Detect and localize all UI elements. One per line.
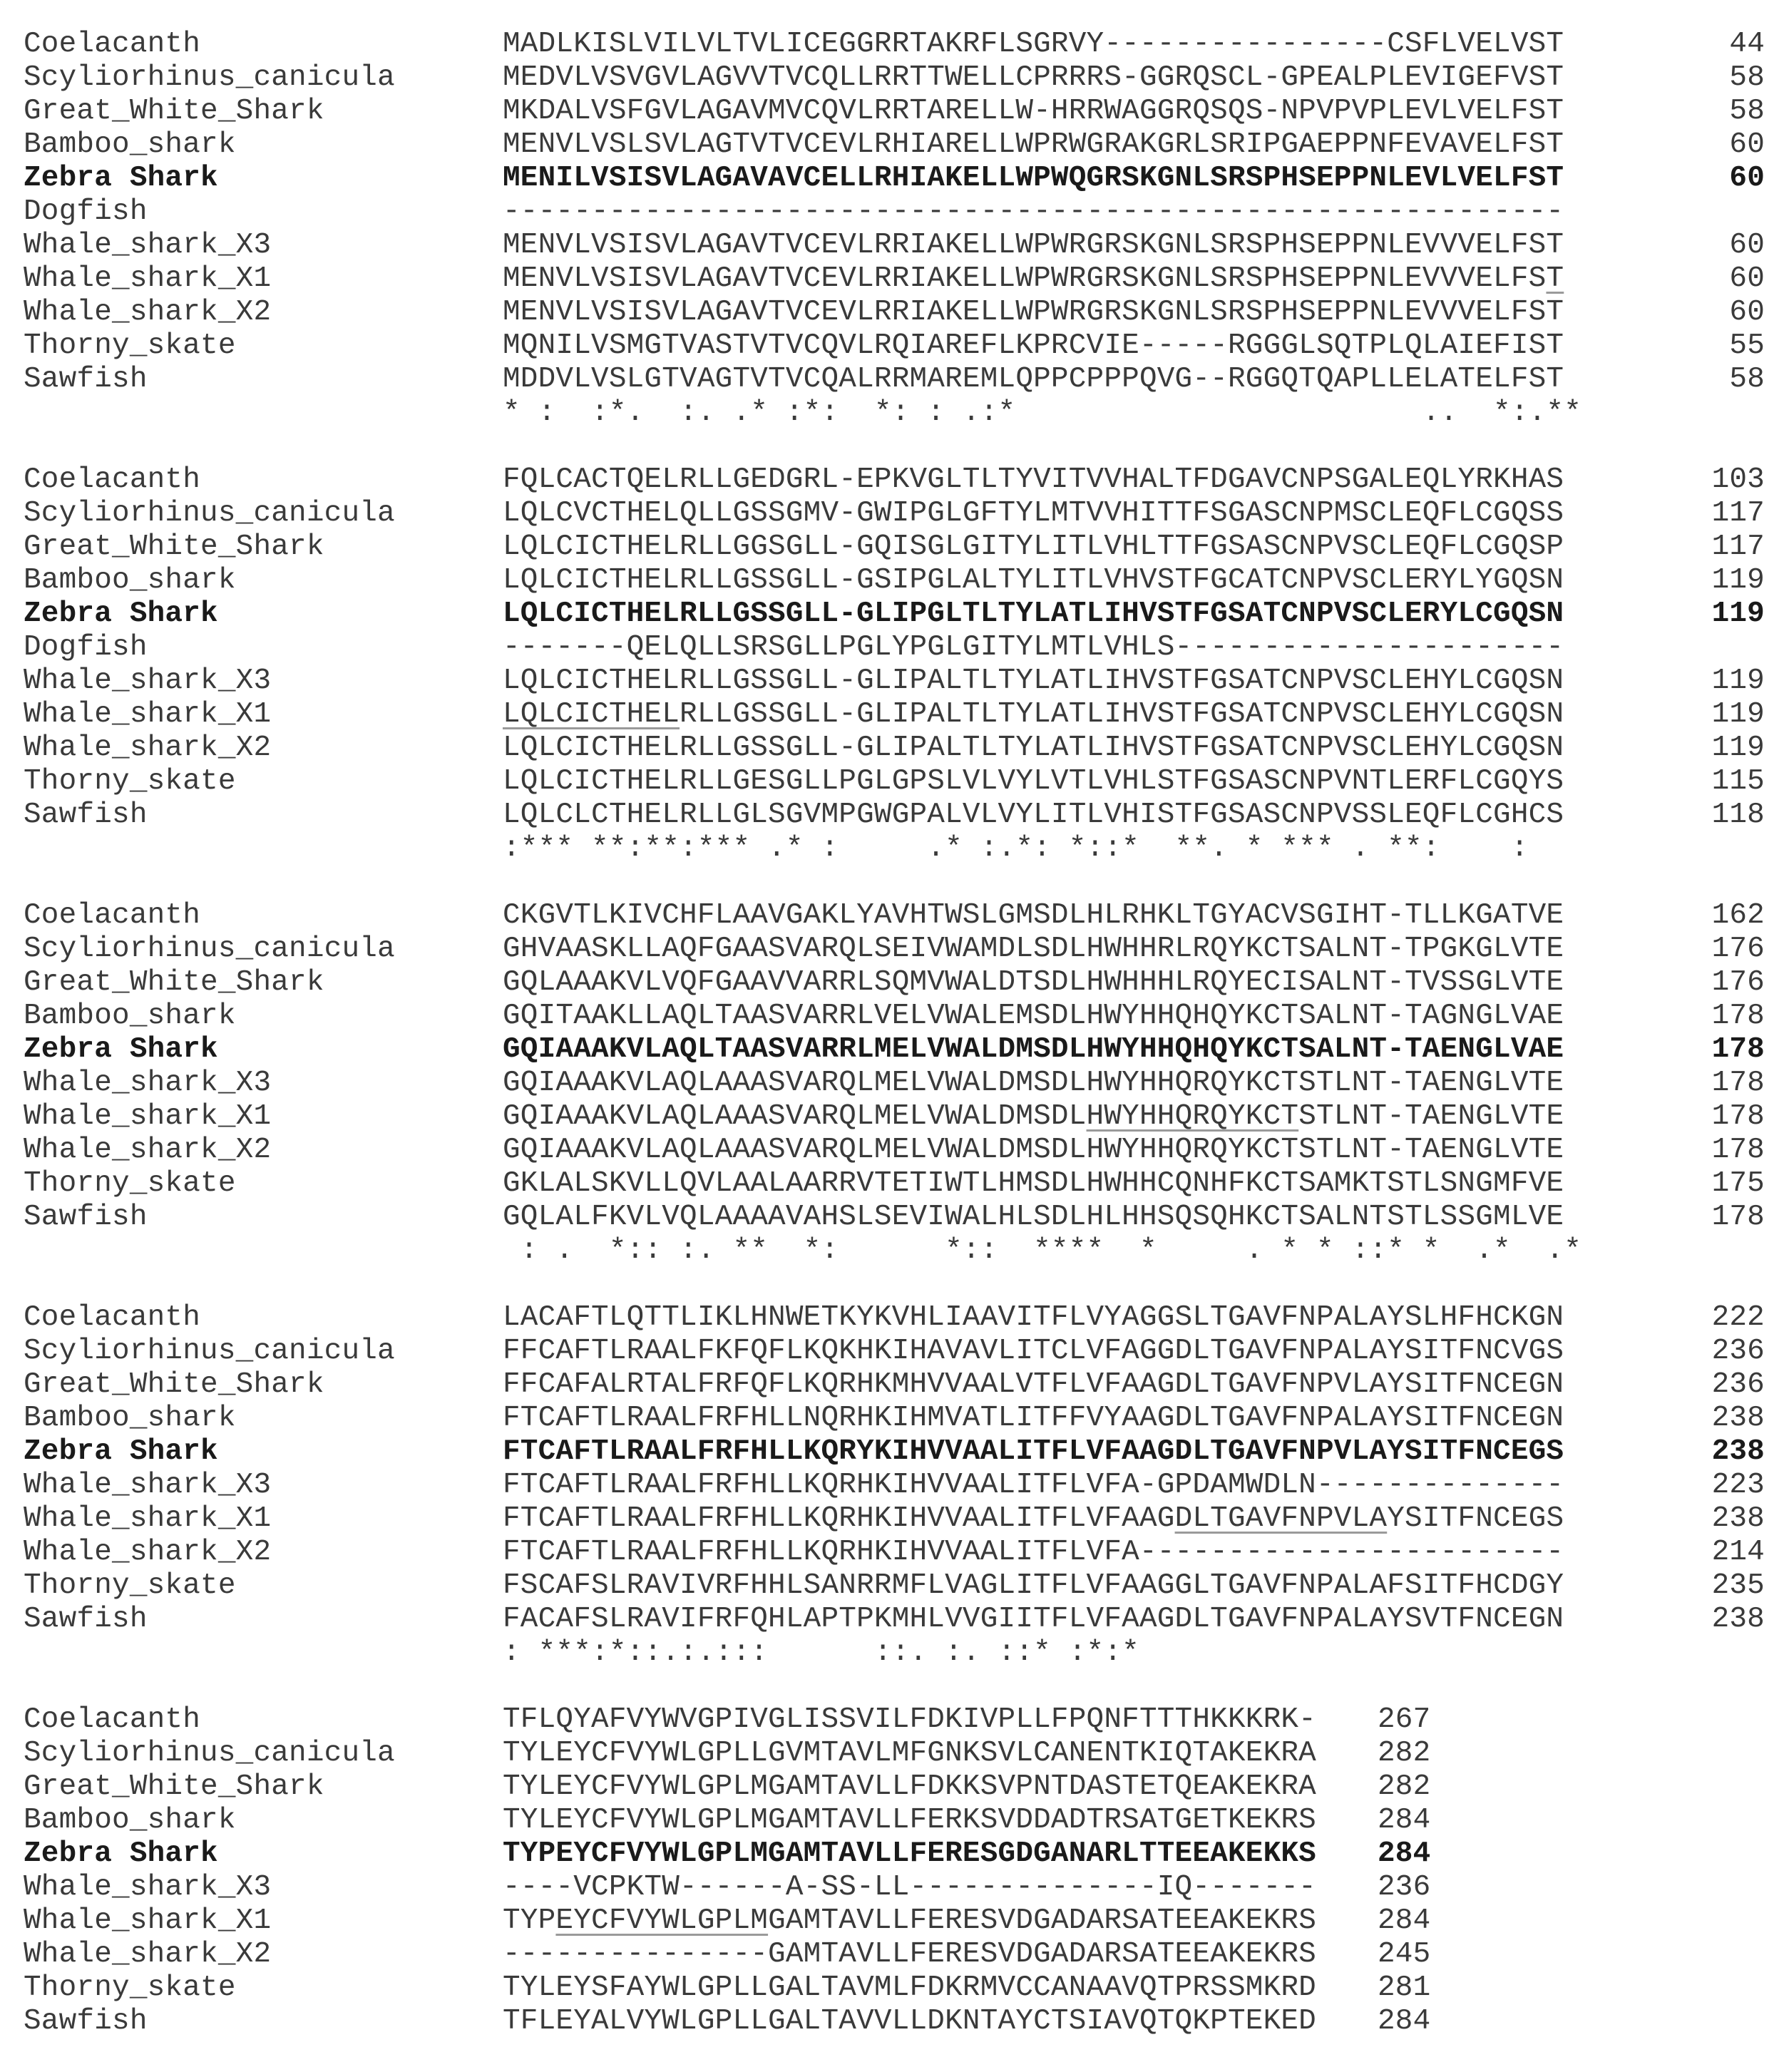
sequence-row xyxy=(0,1804,1784,1837)
sequence-row xyxy=(0,564,1784,598)
species-name: Zebra Shark xyxy=(24,162,218,195)
sequence-row xyxy=(0,1938,1784,1971)
sequence-row xyxy=(0,732,1784,765)
consensus-symbols: * : :*. :. .* :*: *: : .:* .. *:.** xyxy=(503,396,1582,429)
sequence-row xyxy=(0,162,1784,195)
sequence: TYPEYCFVYWLGPLMGAMTAVLLFERESGDGANARLTTEEAKEKKS xyxy=(503,1837,1316,1870)
species-name: Thorny_skate xyxy=(24,1971,236,2004)
species-name: Sawfish xyxy=(24,1603,148,1636)
residue-count: 119 xyxy=(1711,698,1765,731)
species-name: Zebra Shark xyxy=(24,1837,218,1870)
residue-count: 284 xyxy=(1378,1804,1431,1837)
species-name: Whale_shark_X3 xyxy=(24,229,272,262)
sequence: MENILVSISVLAGAVAVCELLRHIAKELLWPWQGRSKGNLSRSPHSEPPNLEVLVELFST xyxy=(503,162,1564,195)
sequence-row xyxy=(0,698,1784,732)
species-name: Sawfish xyxy=(24,799,148,831)
sequence-row xyxy=(0,95,1784,128)
sequence: GQITAAKLLAQLTAASVARRLVELVWALEMSDLHWYHHQHQYKCTSALNT-TAGNGLVAE xyxy=(503,1000,1564,1032)
sequence-alignment xyxy=(0,28,1784,2072)
sequence-row xyxy=(0,1335,1784,1368)
species-name: Whale_shark_X2 xyxy=(24,1536,272,1569)
sequence: MKDALVSFGVLAGAVMVCQVLRRTARELLW-HRRWAGGRQSQS-NPVPVPLEVLVELFST xyxy=(503,95,1564,128)
sequence-row xyxy=(0,229,1784,262)
sequence-row xyxy=(0,665,1784,698)
sequence: LQLCVCTHELQLLGSSGMV-GWIPGLGFTYLMTVVHITTFSGASCNPMSCLEQFLCGQSS xyxy=(503,497,1564,530)
species-name: Whale_shark_X1 xyxy=(24,1100,272,1133)
sequence: TYLEYCFVYWLGPLLGVMTAVLMFGNKSVLCANENTKIQTAKEKRA xyxy=(503,1737,1316,1770)
residue-count: 117 xyxy=(1711,530,1765,563)
residue-count: 60 xyxy=(1729,296,1765,329)
residue-count: 214 xyxy=(1711,1536,1765,1569)
sequence: LQLCICTHELRLLGGSGLL-GQISGLGITYLITLVHLTTFGSASCNPVSCLEQFLCGQSP xyxy=(503,530,1564,563)
residue-count: 245 xyxy=(1378,1938,1431,1971)
sequence-row xyxy=(0,363,1784,396)
species-name: Coelacanth xyxy=(24,1703,201,1736)
sequence-row xyxy=(0,631,1784,665)
sequence-segment: MENVLVSISVLAGAVTVCEVLRRIAKELLWPWRGRSKGNLSRSPHSEPPNLEVVVELFS xyxy=(503,262,1547,295)
sequence: ---------------GAMTAVLLFERESVDGADARSATEEAKEKRS xyxy=(503,1938,1316,1971)
residue-count: 282 xyxy=(1378,1737,1431,1770)
species-name: Whale_shark_X3 xyxy=(24,1469,272,1502)
sequence: GQIAAAKVLAQLAAASVARQLMELVWALDMSDLHWYHHQRQYKCTSTLNT-TAENGLVTE xyxy=(503,1067,1564,1099)
sequence: GQLAAAKVLVQFGAAVVARRLSQMVWALDTSDLHWHHHLRQYECISALNT-TVSSGLVTE xyxy=(503,966,1564,999)
sequence: MENVLVSISVLAGAVTVCEVLRRIAKELLWPWRGRSKGNLSRSPHSEPPNLEVVVELFST xyxy=(503,229,1564,262)
residue-count: 115 xyxy=(1711,765,1765,798)
species-name: Thorny_skate xyxy=(24,1569,236,1602)
sequence: GQIAAAKVLAQLTAASVARRLMELVWALDMSDLHWYHHQHQYKCTSALNT-TAENGLVAE xyxy=(503,1033,1564,1066)
species-name: Bamboo_shark xyxy=(24,1402,236,1435)
consensus-symbols: :*** **:**:*** .* : .* :.*: *::* **. * *** . **: : xyxy=(503,832,1564,865)
sequence-segment: GQIAAAKVLAQLAAASVARQLMELVWALDMSDL xyxy=(503,1100,1087,1133)
sequence: GKLALSKVLLQVLAALAARRVTETIWTLHMSDLHWHHCQNHFKCTSAMKTSTLSNGMFVE xyxy=(503,1167,1564,1200)
sequence: GHVAASKLLAQFGAASVARQLSEIVWAMDLSDLHWHHRLRQYKCTSALNT-TPGKGLVTE xyxy=(503,933,1564,965)
sequence-row xyxy=(0,1871,1784,1904)
sequence-row xyxy=(0,1301,1784,1335)
species-name: Whale_shark_X2 xyxy=(24,1134,272,1166)
residue-count: 222 xyxy=(1711,1301,1765,1334)
species-name: Coelacanth xyxy=(24,899,201,932)
species-name: Whale_shark_X1 xyxy=(24,262,272,295)
sequence: FTCAFTLRAALFRFHLLKQRHKIHVVAALITFLVFA------------------------ xyxy=(503,1536,1564,1569)
sequence-row xyxy=(0,1837,1784,1871)
sequence-row xyxy=(0,1134,1784,1167)
sequence xyxy=(503,262,1564,296)
sequence xyxy=(503,698,1564,732)
sequence-segment: GAMTAVLLFERESVDGADARSATEEAKEKRS xyxy=(768,1904,1317,1937)
species-name: Whale_shark_X2 xyxy=(24,1938,272,1971)
sequence-segment: TYP xyxy=(503,1904,556,1937)
sequence-row xyxy=(0,966,1784,1000)
residue-count: 119 xyxy=(1711,665,1765,697)
sequence-row xyxy=(0,1469,1784,1502)
residue-count: 55 xyxy=(1729,329,1765,362)
species-name: Dogfish xyxy=(24,195,148,228)
sequence-row xyxy=(0,530,1784,564)
sequence: LQLCICTHELRLLGSSGLL-GLIPALTLTYLATLIHVSTFGSATCNPVSCLEHYLCGQSN xyxy=(503,665,1564,697)
sequence-row xyxy=(0,1703,1784,1737)
residue-count: 60 xyxy=(1729,162,1765,195)
underlined-motif: T xyxy=(1546,262,1564,295)
sequence-row xyxy=(0,1603,1784,1636)
sequence-segment: RLLGSSGLL-GLIPALTLTYLATLIHVSTFGSATCNPVSCLEHYLCGQSN xyxy=(680,698,1564,731)
residue-count: 235 xyxy=(1711,1569,1765,1602)
sequence-row xyxy=(0,799,1784,832)
residue-count: 236 xyxy=(1378,1871,1431,1904)
sequence-row xyxy=(0,2005,1784,2038)
alignment-block xyxy=(0,463,1784,866)
species-name: Whale_shark_X1 xyxy=(24,698,272,731)
underlined-motif: DLTGAVFNPVLA xyxy=(1174,1502,1388,1535)
sequence: FFCAFTLRAALFKFQFLKQKHKIHAVAVLITCLVFAGGDLTGAVFNPALAYSITFNCVGS xyxy=(503,1335,1564,1368)
species-name: Coelacanth xyxy=(24,463,201,496)
sequence-row xyxy=(0,765,1784,799)
sequence: TFLEYALVYWLGPLLGALTAVVLLDKNTAYCTSIAVQTQKPTEKED xyxy=(503,2005,1316,2038)
species-name: Scyliorhinus_canicula xyxy=(24,61,395,94)
sequence-row xyxy=(0,1737,1784,1770)
alignment-block xyxy=(0,1703,1784,2038)
sequence xyxy=(503,1100,1564,1134)
underlined-motif: HWYHHQRQYKCT xyxy=(1086,1100,1299,1133)
residue-count: 178 xyxy=(1711,1033,1765,1066)
sequence: LQLCICTHELRLLGSSGLL-GLIPALTLTYLATLIHVSTFGSATCNPVSCLEHYLCGQSN xyxy=(503,732,1564,764)
sequence: GQLALFKVLVQLAAAAVAHSLSEVIWALHLSDLHLHHSQSQHKCTSALNTSTLSSGMLVE xyxy=(503,1201,1564,1234)
sequence: FTCAFTLRAALFRFHLLKQRHKIHVVAALITFLVFA-GPDAMWDLN-------------- xyxy=(503,1469,1564,1502)
residue-count: 223 xyxy=(1711,1469,1765,1502)
residue-count: 176 xyxy=(1711,933,1765,965)
residue-count: 119 xyxy=(1711,598,1765,630)
sequence-segment: YSITFNCEGS xyxy=(1387,1502,1564,1535)
species-name: Bamboo_shark xyxy=(24,1000,236,1032)
sequence: LQLCICTHELRLLGSSGLL-GSIPGLALTYLITLVHVSTFGCATCNPVSCLERYLYGQSN xyxy=(503,564,1564,597)
sequence-row xyxy=(0,1167,1784,1201)
sequence: ------------------------------------------------------------ xyxy=(503,195,1564,228)
species-name: Scyliorhinus_canicula xyxy=(24,1335,395,1368)
species-name: Great_White_Shark xyxy=(24,95,324,128)
sequence-row xyxy=(0,262,1784,296)
species-name: Great_White_Shark xyxy=(24,1770,324,1803)
species-name: Great_White_Shark xyxy=(24,1368,324,1401)
residue-count: 162 xyxy=(1711,899,1765,932)
species-name: Thorny_skate xyxy=(24,765,236,798)
species-name: Bamboo_shark xyxy=(24,564,236,597)
species-name: Scyliorhinus_canicula xyxy=(24,933,395,965)
sequence-row xyxy=(0,1368,1784,1402)
species-name: Bamboo_shark xyxy=(24,128,236,161)
residue-count: 284 xyxy=(1378,1904,1431,1937)
residue-count: 178 xyxy=(1711,1000,1765,1032)
sequence-row xyxy=(0,128,1784,162)
sequence: TYLEYSFAYWLGPLLGALTAVMLFDKRMVCCANAAVQTPRSSMKRD xyxy=(503,1971,1316,2004)
residue-count: 178 xyxy=(1711,1067,1765,1099)
sequence-row xyxy=(0,463,1784,497)
species-name: Whale_shark_X3 xyxy=(24,1871,272,1904)
residue-count: 284 xyxy=(1378,1837,1431,1870)
sequence-segment: FTCAFTLRAALFRFHLLKQRHKIHVVAALITFLVFAAG xyxy=(503,1502,1175,1535)
residue-count: 103 xyxy=(1711,463,1765,496)
residue-count: 58 xyxy=(1729,363,1765,396)
species-name: Great_White_Shark xyxy=(24,530,324,563)
sequence-row xyxy=(0,1067,1784,1100)
sequence: TYLEYCFVYWLGPLMGAMTAVLLFERKSVDDADTRSATGETKEKRS xyxy=(503,1804,1316,1837)
consensus-symbols: : ***:*::.:.::: ::. :. ::* :*:* xyxy=(503,1636,1139,1669)
sequence-row xyxy=(0,899,1784,933)
residue-count: 281 xyxy=(1378,1971,1431,2004)
species-name: Dogfish xyxy=(24,631,148,664)
species-name: Scyliorhinus_canicula xyxy=(24,1737,395,1770)
consensus-row xyxy=(0,1636,1784,1670)
species-name: Whale_shark_X3 xyxy=(24,1067,272,1099)
species-name: Sawfish xyxy=(24,363,148,396)
sequence-row xyxy=(0,1770,1784,1804)
underlined-motif: EYCFVYWLGPLM xyxy=(555,1904,769,1937)
residue-count: 60 xyxy=(1729,262,1765,295)
sequence: FTCAFTLRAALFRFHLLKQRYKIHVVAALITFLVFAAGDLTGAVFNPVLAYSITFNCEGS xyxy=(503,1435,1564,1468)
residue-count: 175 xyxy=(1711,1167,1765,1200)
sequence-row xyxy=(0,28,1784,61)
sequence: MQNILVSMGTVASTVTVCQVLRQIAREFLKPRCVIE-----RGGGLSQTPLQLAIEFIST xyxy=(503,329,1564,362)
sequence: MADLKISLVILVLTVLICEGGRRTAKRFLSGRVY----------------CSFLVELVST xyxy=(503,28,1564,61)
underlined-motif: LQLCICTHEL xyxy=(503,698,680,731)
sequence: -------QELQLLSRSGLLPGLYPGLGITYLMTLVHLS---------------------- xyxy=(503,631,1564,664)
species-name: Sawfish xyxy=(24,2005,148,2038)
residue-count: 118 xyxy=(1711,799,1765,831)
species-name: Coelacanth xyxy=(24,1301,201,1334)
sequence-row xyxy=(0,497,1784,530)
sequence-row xyxy=(0,598,1784,631)
sequence: ----VCPKTW------A-SS-LL--------------IQ------- xyxy=(503,1871,1316,1904)
residue-count: 238 xyxy=(1711,1402,1765,1435)
sequence-row xyxy=(0,1904,1784,1938)
species-name: Zebra Shark xyxy=(24,1033,218,1066)
sequence-row xyxy=(0,1435,1784,1469)
sequence: LQLCICTHELRLLGSSGLL-GLIPGLTLTYLATLIHVSTFGSATCNPVSCLERYLCGQSN xyxy=(503,598,1564,630)
consensus-row xyxy=(0,1234,1784,1268)
sequence: CKGVTLKIVCHFLAAVGAKLYAVHTWSLGMSDLHLRHKLTGYACVSGIHT-TLLKGATVE xyxy=(503,899,1564,932)
alignment-block xyxy=(0,899,1784,1268)
species-name: Great_White_Shark xyxy=(24,966,324,999)
species-name: Whale_shark_X3 xyxy=(24,665,272,697)
species-name: Zebra Shark xyxy=(24,598,218,630)
sequence-row xyxy=(0,1100,1784,1134)
sequence-row xyxy=(0,296,1784,329)
consensus-row xyxy=(0,396,1784,430)
residue-count: 284 xyxy=(1378,2005,1431,2038)
sequence-row xyxy=(0,61,1784,95)
residue-count: 236 xyxy=(1711,1368,1765,1401)
residue-count: 178 xyxy=(1711,1134,1765,1166)
sequence-row xyxy=(0,933,1784,966)
sequence: FACAFSLRAVIFRFQHLAPTPKMHLVVGIITFLVFAAGDLTGAVFNPALAYSVTFNCEGN xyxy=(503,1603,1564,1636)
sequence: TYLEYCFVYWLGPLMGAMTAVLLFDKKSVPNTDASTETQEAKEKRA xyxy=(503,1770,1316,1803)
alignment-block xyxy=(0,28,1784,430)
species-name: Whale_shark_X2 xyxy=(24,296,272,329)
residue-count: 60 xyxy=(1729,229,1765,262)
sequence: LQLCICTHELRLLGESGLLPGLGPSLVLVYLVTLVHLSTFGSASCNPVNTLERFLCGQYS xyxy=(503,765,1564,798)
sequence: MEDVLVSVGVLAGVVTVCQLLRRTTWELLCPRRRS-GGRQSCL-GPEALPLEVIGEFVST xyxy=(503,61,1564,94)
residue-count: 44 xyxy=(1729,28,1765,61)
consensus-row xyxy=(0,832,1784,866)
residue-count: 267 xyxy=(1378,1703,1431,1736)
species-name: Whale_shark_X1 xyxy=(24,1502,272,1535)
residue-count: 119 xyxy=(1711,732,1765,764)
species-name: Thorny_skate xyxy=(24,1167,236,1200)
sequence-row xyxy=(0,1502,1784,1536)
sequence-row xyxy=(0,195,1784,229)
sequence xyxy=(503,1502,1564,1536)
species-name: Whale_shark_X2 xyxy=(24,732,272,764)
species-name: Sawfish xyxy=(24,1201,148,1234)
sequence-row xyxy=(0,1536,1784,1569)
residue-count: 119 xyxy=(1711,564,1765,597)
sequence: GQIAAAKVLAQLAAASVARQLMELVWALDMSDLHWYHHQRQYKCTSTLNT-TAENGLVTE xyxy=(503,1134,1564,1166)
sequence: LQLCLCTHELRLLGLSGVMPGWGPALVLVYLITLVHISTFGSASCNPVSSLEQFLCGHCS xyxy=(503,799,1564,831)
sequence-row xyxy=(0,1569,1784,1603)
species-name: Bamboo_shark xyxy=(24,1804,236,1837)
sequence: FSCAFSLRAVIVRFHHLSANRRMFLVAGLITFLVFAAGGLTGAVFNPALAFSITFHCDGY xyxy=(503,1569,1564,1602)
sequence-row xyxy=(0,1402,1784,1435)
sequence: MENVLVSISVLAGAVTVCEVLRRIAKELLWPWRGRSKGNLSRSPHSEPPNLEVVVELFST xyxy=(503,296,1564,329)
species-name: Thorny_skate xyxy=(24,329,236,362)
residue-count: 60 xyxy=(1729,128,1765,161)
sequence-row xyxy=(0,1971,1784,2005)
species-name: Scyliorhinus_canicula xyxy=(24,497,395,530)
sequence: FTCAFTLRAALFRFHLLNQRHKIHMVATLITFFVYAAGDLTGAVFNPALAYSITFNCEGN xyxy=(503,1402,1564,1435)
species-name: Whale_shark_X1 xyxy=(24,1904,272,1937)
residue-count: 58 xyxy=(1729,61,1765,94)
residue-count: 176 xyxy=(1711,966,1765,999)
species-name: Zebra Shark xyxy=(24,1435,218,1468)
residue-count: 236 xyxy=(1711,1335,1765,1368)
residue-count: 178 xyxy=(1711,1201,1765,1234)
sequence xyxy=(503,1904,1316,1938)
consensus-symbols: : . *:: :. ** *: *:: **** * . * * ::* * .* .* xyxy=(503,1234,1582,1267)
residue-count: 58 xyxy=(1729,95,1765,128)
sequence: FFCAFALRTALFRFQFLKQRHKMHVVAALVTFLVFAAGDLTGAVFNPVLAYSITFNCEGN xyxy=(503,1368,1564,1401)
residue-count: 238 xyxy=(1711,1502,1765,1535)
sequence: FQLCACTQELRLLGEDGRL-EPKVGLTLTYVITVVHALTFDGAVCNPSGALEQLYRKHAS xyxy=(503,463,1564,496)
sequence-row xyxy=(0,1000,1784,1033)
residue-count: 238 xyxy=(1711,1603,1765,1636)
sequence-row xyxy=(0,1201,1784,1234)
residue-count: 238 xyxy=(1711,1435,1765,1468)
residue-count: 178 xyxy=(1711,1100,1765,1133)
sequence: MDDVLVSLGTVAGTVTVCQALRRMAREMLQPPCPPPQVG--RGGQTQAPLLELATELFST xyxy=(503,363,1564,396)
alignment-block xyxy=(0,1301,1784,1670)
sequence-row xyxy=(0,1033,1784,1067)
residue-count: 117 xyxy=(1711,497,1765,530)
sequence-segment: STLNT-TAENGLVTE xyxy=(1298,1100,1564,1133)
species-name: Coelacanth xyxy=(24,28,201,61)
sequence: TFLQYAFVYWVGPIVGLISSVILFDKIVPLLFPQNFTTTHKKKRK- xyxy=(503,1703,1316,1736)
sequence: MENVLVSLSVLAGTVTVCEVLRHIARELLWPRWGRAKGRLSRIPGAEPPNFEVAVELFST xyxy=(503,128,1564,161)
sequence: LACAFTLQTTLIKLHNWETKYKVHLIAAVITFLVYAGGSLTGAVFNPALAYSLHFHCKGN xyxy=(503,1301,1564,1334)
residue-count: 282 xyxy=(1378,1770,1431,1803)
sequence-row xyxy=(0,329,1784,363)
